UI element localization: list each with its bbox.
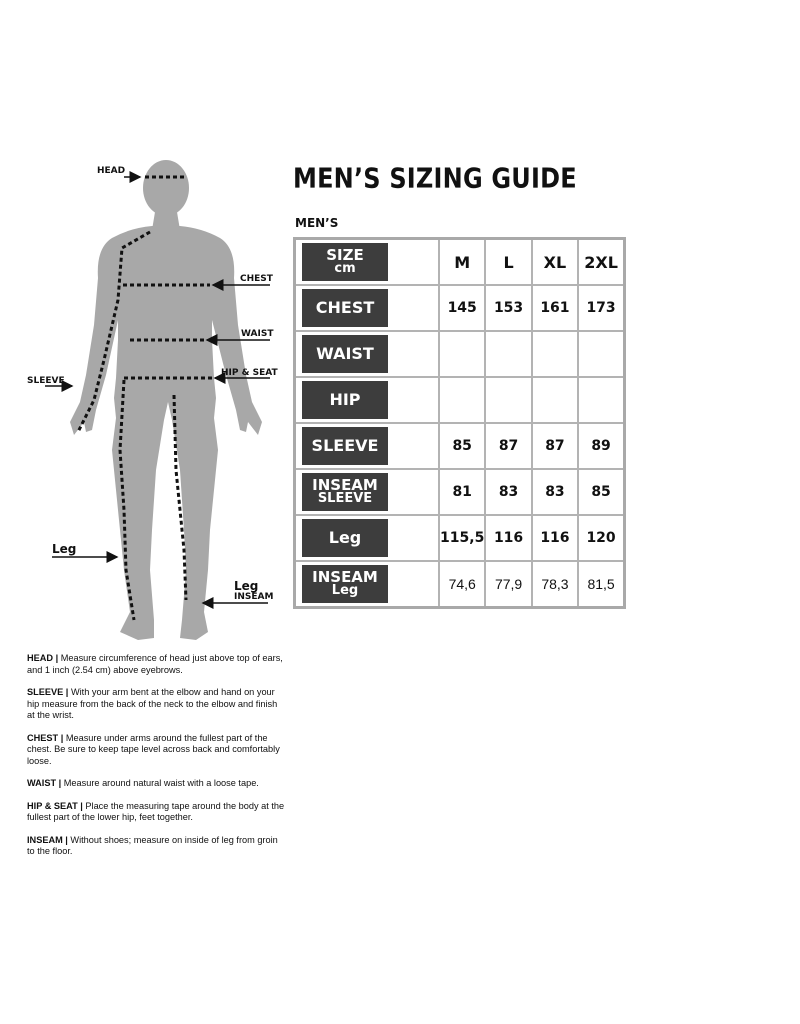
row-label-box [302, 335, 388, 373]
row-label-line: HIP [329, 390, 361, 409]
size-label-line-1: SIZE [326, 246, 364, 264]
row-label-line: WAIST [316, 344, 374, 363]
instruction-term: INSEAM | [27, 834, 68, 845]
row-label-line: INSEAM [312, 568, 378, 586]
table-cell: 81 [439, 469, 485, 515]
size-table [293, 237, 626, 609]
section-subtitle: MEN’S [295, 216, 339, 230]
table-cell: 116 [532, 515, 578, 561]
row-label-line: SLEEVE [317, 491, 373, 506]
table-cell: 83 [485, 469, 531, 515]
sleeve-label: SLEEVE [27, 376, 65, 386]
row-label-line: INSEAM [312, 476, 378, 494]
size-table-body [295, 239, 625, 608]
size-column-m: M [439, 239, 485, 286]
table-cell [578, 377, 624, 423]
table-cell: 87 [532, 423, 578, 469]
hip-seat-label: HIP & SEAT [221, 368, 278, 378]
instruction-paragraph [27, 733, 287, 768]
table-cell: 74,6 [439, 561, 485, 608]
table-cell: 116 [485, 515, 531, 561]
leg-label: Leg [52, 542, 77, 556]
measurement-instructions [27, 653, 287, 869]
table-cell: 173 [578, 285, 624, 331]
row-label-cell [295, 469, 440, 515]
table-cell: 161 [532, 285, 578, 331]
row-label-cell [295, 561, 440, 608]
instruction-text: Measure under arms around the fullest part of the chest. Be sure to keep tape level across back and comfortably loose. [27, 732, 280, 766]
instruction-term: SLEEVE | [27, 687, 69, 697]
table-cell: 87 [485, 423, 531, 469]
table-cell [532, 331, 578, 377]
instruction-term: CHEST | [27, 732, 64, 743]
instruction-term: WAIST | [27, 778, 62, 788]
table-cell: 85 [578, 469, 624, 515]
table-cell: 145 [439, 285, 485, 331]
size-column-xl: XL [532, 239, 578, 286]
row-label-box [302, 381, 388, 419]
size-label-line-2: cm [334, 261, 356, 276]
table-row [295, 331, 625, 377]
table-cell: 81,5 [578, 561, 624, 608]
head-label: HEAD [97, 166, 126, 176]
human-silhouette-illustration [0, 150, 290, 650]
table-row [295, 285, 625, 331]
table-row [295, 423, 625, 469]
table-cell [439, 377, 485, 423]
instruction-text: With your arm bent at the elbow and hand on your hip measure from the back of the neck to the elbow and finish at the wrist. [27, 687, 278, 720]
table-cell: 83 [532, 469, 578, 515]
page-title: MEN’S SIZING GUIDE [293, 162, 577, 195]
size-header-row [295, 239, 625, 286]
size-column-2xl: 2XL [578, 239, 624, 286]
table-cell: 77,9 [485, 561, 531, 608]
row-label-box [302, 519, 388, 557]
table-cell: 85 [439, 423, 485, 469]
row-label-box [302, 427, 388, 465]
instruction-text: Measure circumference of head just above top of ears, and 1 inch (2.54 cm) above eyebrows. [27, 653, 283, 675]
instruction-paragraph [27, 801, 287, 824]
chest-label: CHEST [240, 274, 273, 284]
instruction-paragraph [27, 835, 287, 858]
row-label-box [302, 473, 388, 511]
table-cell [578, 331, 624, 377]
size-column-l: L [485, 239, 531, 286]
instruction-paragraph [27, 687, 287, 722]
size-label-box [302, 243, 388, 281]
leg-inseam-label: Leg [234, 579, 259, 593]
table-cell: 153 [485, 285, 531, 331]
table-cell [485, 331, 531, 377]
instruction-text: Measure around natural waist with a loose tape. [61, 778, 259, 788]
row-label-box [302, 565, 388, 603]
table-cell [439, 331, 485, 377]
table-row [295, 469, 625, 515]
inseam-label: INSEAM [234, 592, 274, 602]
table-cell [532, 377, 578, 423]
row-label-cell [295, 285, 440, 331]
table-cell: 89 [578, 423, 624, 469]
table-row [295, 377, 625, 423]
row-label-cell [295, 377, 440, 423]
table-cell: 78,3 [532, 561, 578, 608]
instruction-paragraph [27, 778, 287, 790]
row-label-line: Leg [331, 583, 359, 598]
row-label-cell [295, 423, 440, 469]
row-label-box [302, 289, 388, 327]
row-label-cell [295, 515, 440, 561]
body-measurement-figure [0, 150, 290, 650]
row-label-line: Leg [328, 528, 362, 547]
instruction-text: Without shoes; measure on inside of leg from groin to the floor. [27, 834, 278, 856]
waist-label: WAIST [241, 329, 274, 339]
instruction-text: Place the measuring tape around the body at the fullest part of the lower hip, feet together. [27, 800, 285, 822]
table-row [295, 515, 625, 561]
row-label-line: CHEST [315, 298, 375, 317]
table-row [295, 561, 625, 608]
instruction-term: HEAD | [27, 653, 59, 663]
table-cell [485, 377, 531, 423]
table-cell: 115,5 [439, 515, 485, 561]
instruction-term: HIP & SEAT | [27, 800, 83, 811]
row-label-line: SLEEVE [311, 436, 379, 455]
instruction-paragraph [27, 653, 287, 676]
row-label-cell [295, 331, 440, 377]
table-cell: 120 [578, 515, 624, 561]
size-header-cell [295, 239, 440, 286]
